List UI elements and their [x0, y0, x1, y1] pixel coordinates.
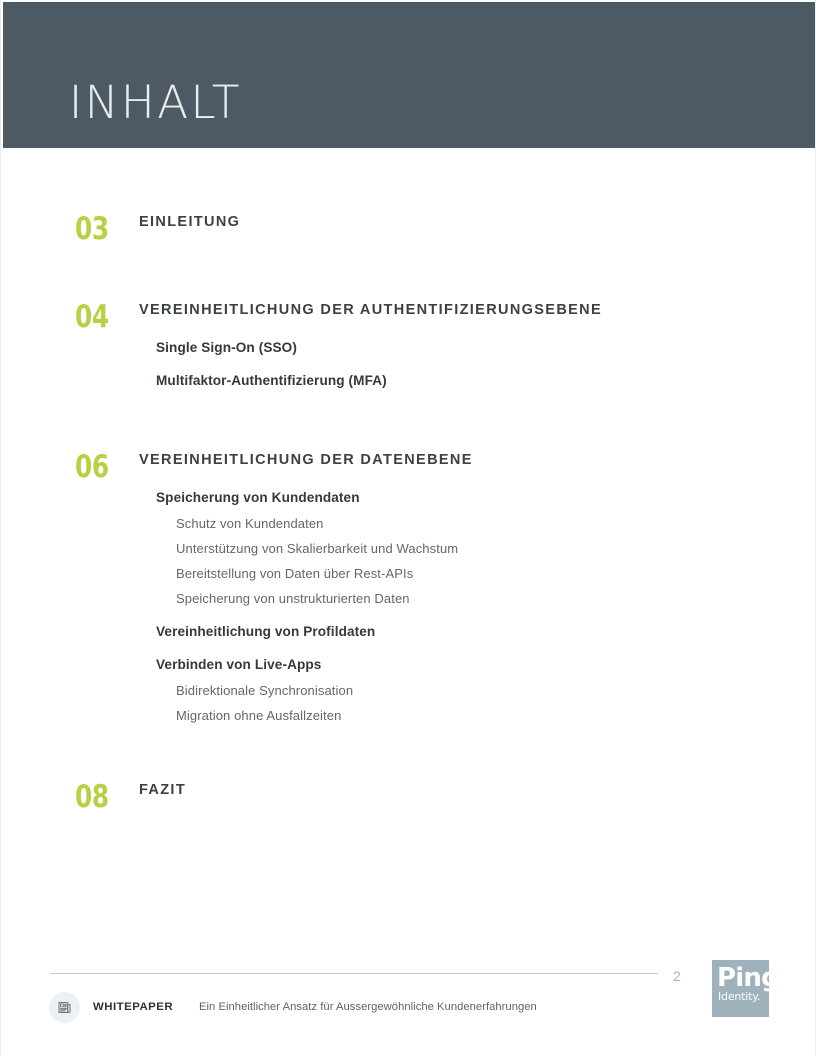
- toc-section-row[interactable]: [1, 211, 816, 247]
- toc-subsubitem[interactable]: Unterstützung von Skalierbarkeit und Wachstum: [176, 541, 459, 556]
- toc-subsubitem[interactable]: Bidirektionale Synchronisation: [176, 683, 354, 698]
- toc-subsubitem[interactable]: Speicherung von unstrukturierten Daten: [176, 591, 410, 606]
- footer-divider: [50, 973, 658, 974]
- toc-section: [1, 779, 816, 815]
- toc-section-title: VEREINHEITLICHUNG DER AUTHENTIFIZIERUNGSEBENE: [139, 302, 603, 318]
- toc-section-number: 06: [75, 449, 109, 485]
- toc-subsubitem[interactable]: Migration ohne Ausfallzeiten: [176, 708, 342, 723]
- toc-subitem[interactable]: Multifaktor-Authentifizierung (MFA): [156, 373, 387, 388]
- toc-subitem[interactable]: Vereinheitlichung von Profildaten: [156, 624, 376, 639]
- toc-section-title: FAZIT: [139, 782, 187, 798]
- toc-section-title: EINLEITUNG: [139, 214, 241, 230]
- toc-section: [1, 449, 816, 723]
- logo-tagline: Identity.: [718, 990, 761, 1003]
- page-footer: [1, 950, 816, 1056]
- logo-wordmark: Ping: [717, 963, 779, 993]
- toc-subsubitem[interactable]: Schutz von Kundendaten: [176, 516, 324, 531]
- footer-doc-type: WHITEPAPER: [93, 1001, 174, 1013]
- toc-subsubitem[interactable]: Bereitstellung von Daten über Rest-APIs: [176, 566, 414, 581]
- page-header-band: [3, 2, 815, 148]
- toc-section-title: VEREINHEITLICHUNG DER DATENEBENE: [139, 452, 473, 468]
- toc-section-row[interactable]: [1, 779, 816, 815]
- page-number: 2: [673, 968, 681, 984]
- toc-section-number: 08: [75, 779, 109, 815]
- toc-subitem[interactable]: Verbinden von Live-Apps: [156, 657, 322, 672]
- ping-identity-logo: [712, 960, 779, 1017]
- toc-subitem[interactable]: Speicherung von Kundendaten: [156, 490, 360, 505]
- footer-subtitle: Ein Einheitlicher Ansatz für Aussergewöhnliche Kundenerfahrungen: [199, 1001, 537, 1013]
- toc-section-number: 04: [75, 299, 109, 335]
- page-title: INHALT: [69, 76, 242, 129]
- toc-subitem[interactable]: Single Sign-On (SSO): [156, 340, 297, 355]
- toc-section: [1, 211, 816, 247]
- document-icon: [49, 992, 80, 1023]
- toc-section: [1, 299, 816, 388]
- toc-section-row[interactable]: [1, 449, 816, 485]
- toc-section-row[interactable]: [1, 299, 816, 335]
- toc-section-number: 03: [75, 211, 109, 247]
